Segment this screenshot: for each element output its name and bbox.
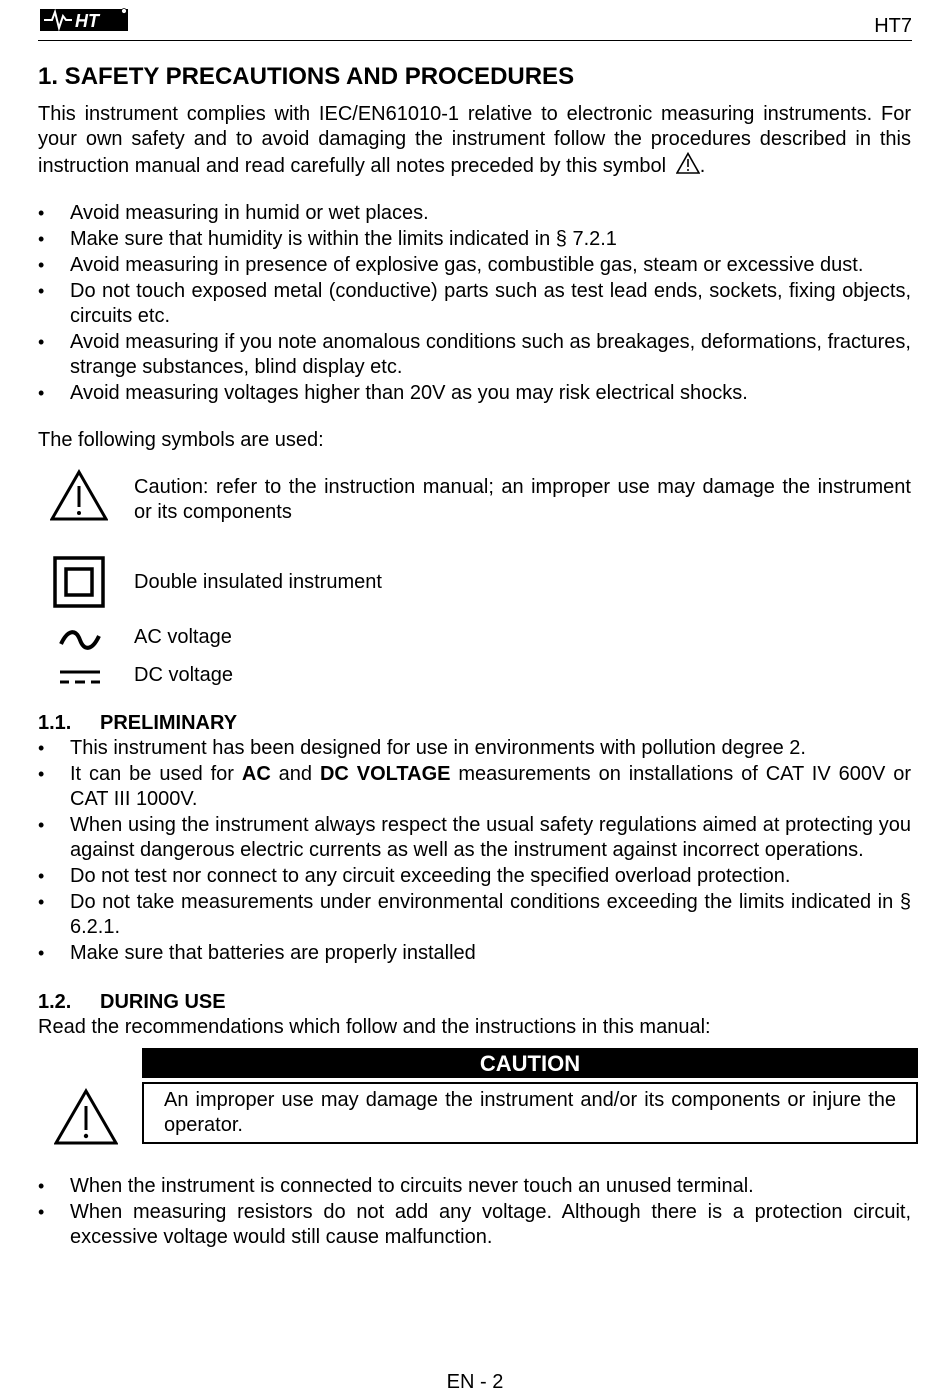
subsection-title-preliminary: 1.1. PRELIMINARY — [38, 712, 238, 734]
during-use-intro: Read the recommendations which follow and the instructions in this manual: — [38, 1016, 711, 1038]
list-item: • Make sure that humidity is within the limits indicated in § 7.2.1 — [38, 227, 911, 252]
list-item: • Avoid measuring if you note anomalous conditions such as breakages, deformations, fractures, strange substances, blind display etc. — [38, 330, 911, 380]
symbols-intro: The following symbols are used: — [38, 429, 324, 451]
model-name: HT7 — [874, 15, 912, 37]
list-item: • Make sure that batteries are properly installed — [38, 941, 911, 966]
ht-logo — [40, 7, 128, 33]
ac-voltage-icon — [58, 627, 102, 653]
subsection-title-during-use: 1.2. DURING USE — [38, 991, 226, 1013]
list-item: • This instrument has been designed for use in environments with pollution degree 2. — [38, 736, 911, 761]
section-title: 1. SAFETY PRECAUTIONS AND PROCEDURES — [38, 63, 575, 90]
preliminary-list — [38, 736, 911, 966]
symbol-row-double-insulation — [38, 553, 911, 611]
header-rule — [38, 40, 912, 41]
caution-box — [38, 1048, 911, 1148]
dc-voltage-icon — [58, 666, 102, 688]
warning-triangle-icon — [50, 469, 108, 521]
warning-triangle-icon — [676, 152, 700, 174]
list-item: • Avoid measuring in presence of explosive gas, combustible gas, steam or excessive dust. — [38, 253, 911, 278]
list-item: • It can be used for AC and DC VOLTAGE measurements on installations of CAT IV 600V or CAT III 1000V. — [38, 762, 911, 812]
list-item: • Do not touch exposed metal (conductive) parts such as test lead ends, sockets, fixing objects, circuits etc. — [38, 279, 911, 329]
list-item: • Do not take measurements under environmental conditions exceeding the limits indicated in § 6.2.1. — [38, 890, 911, 940]
warning-triangle-icon — [54, 1088, 118, 1146]
safety-list — [38, 201, 911, 406]
svg-text:HT: HT — [75, 11, 99, 31]
caution-text: An improper use may damage the instrument and/or its components or injure the operator. — [142, 1082, 918, 1144]
symbol-desc: AC voltage — [134, 625, 232, 648]
symbol-desc: DC voltage — [134, 663, 233, 686]
list-item: • Avoid measuring voltages higher than 20V as you may risk electrical shocks. — [38, 381, 911, 406]
symbol-row-caution — [38, 475, 911, 539]
list-item: • When the instrument is connected to circuits never touch an unused terminal. — [38, 1174, 911, 1199]
symbol-desc: Caution: refer to the instruction manual; an improper use may damage the instrument or its components — [134, 476, 911, 523]
double-insulation-icon — [53, 556, 105, 608]
list-item: • When measuring resistors do not add any voltage. Although there is a protection circuit, excessive voltage would still cause malfunction. — [38, 1200, 911, 1250]
symbol-row-ac — [38, 621, 911, 653]
intro-paragraph: This instrument complies with IEC/EN61010-1 relative to electronic measuring instruments. For your own safety and to avoid damaging the instrument follow the procedures described in this instruction manual and read carefully all notes preceded by this symbol . — [38, 103, 911, 177]
list-item: • Avoid measuring in humid or wet places. — [38, 201, 911, 226]
list-item: • When using the instrument always respect the usual safety regulations aimed at protecting you against dangerous electric currents as well as the instrument against incorrect operations. — [38, 813, 911, 863]
page-number: EN - 2 — [446, 1371, 504, 1393]
during-use-list — [38, 1174, 911, 1250]
symbol-desc: Double insulated instrument — [134, 570, 382, 593]
caution-title: CAUTION — [142, 1048, 918, 1078]
symbol-row-dc — [38, 659, 911, 691]
page-content — [38, 62, 911, 1251]
list-item: • Do not test nor connect to any circuit exceeding the specified overload protection. — [38, 864, 911, 889]
